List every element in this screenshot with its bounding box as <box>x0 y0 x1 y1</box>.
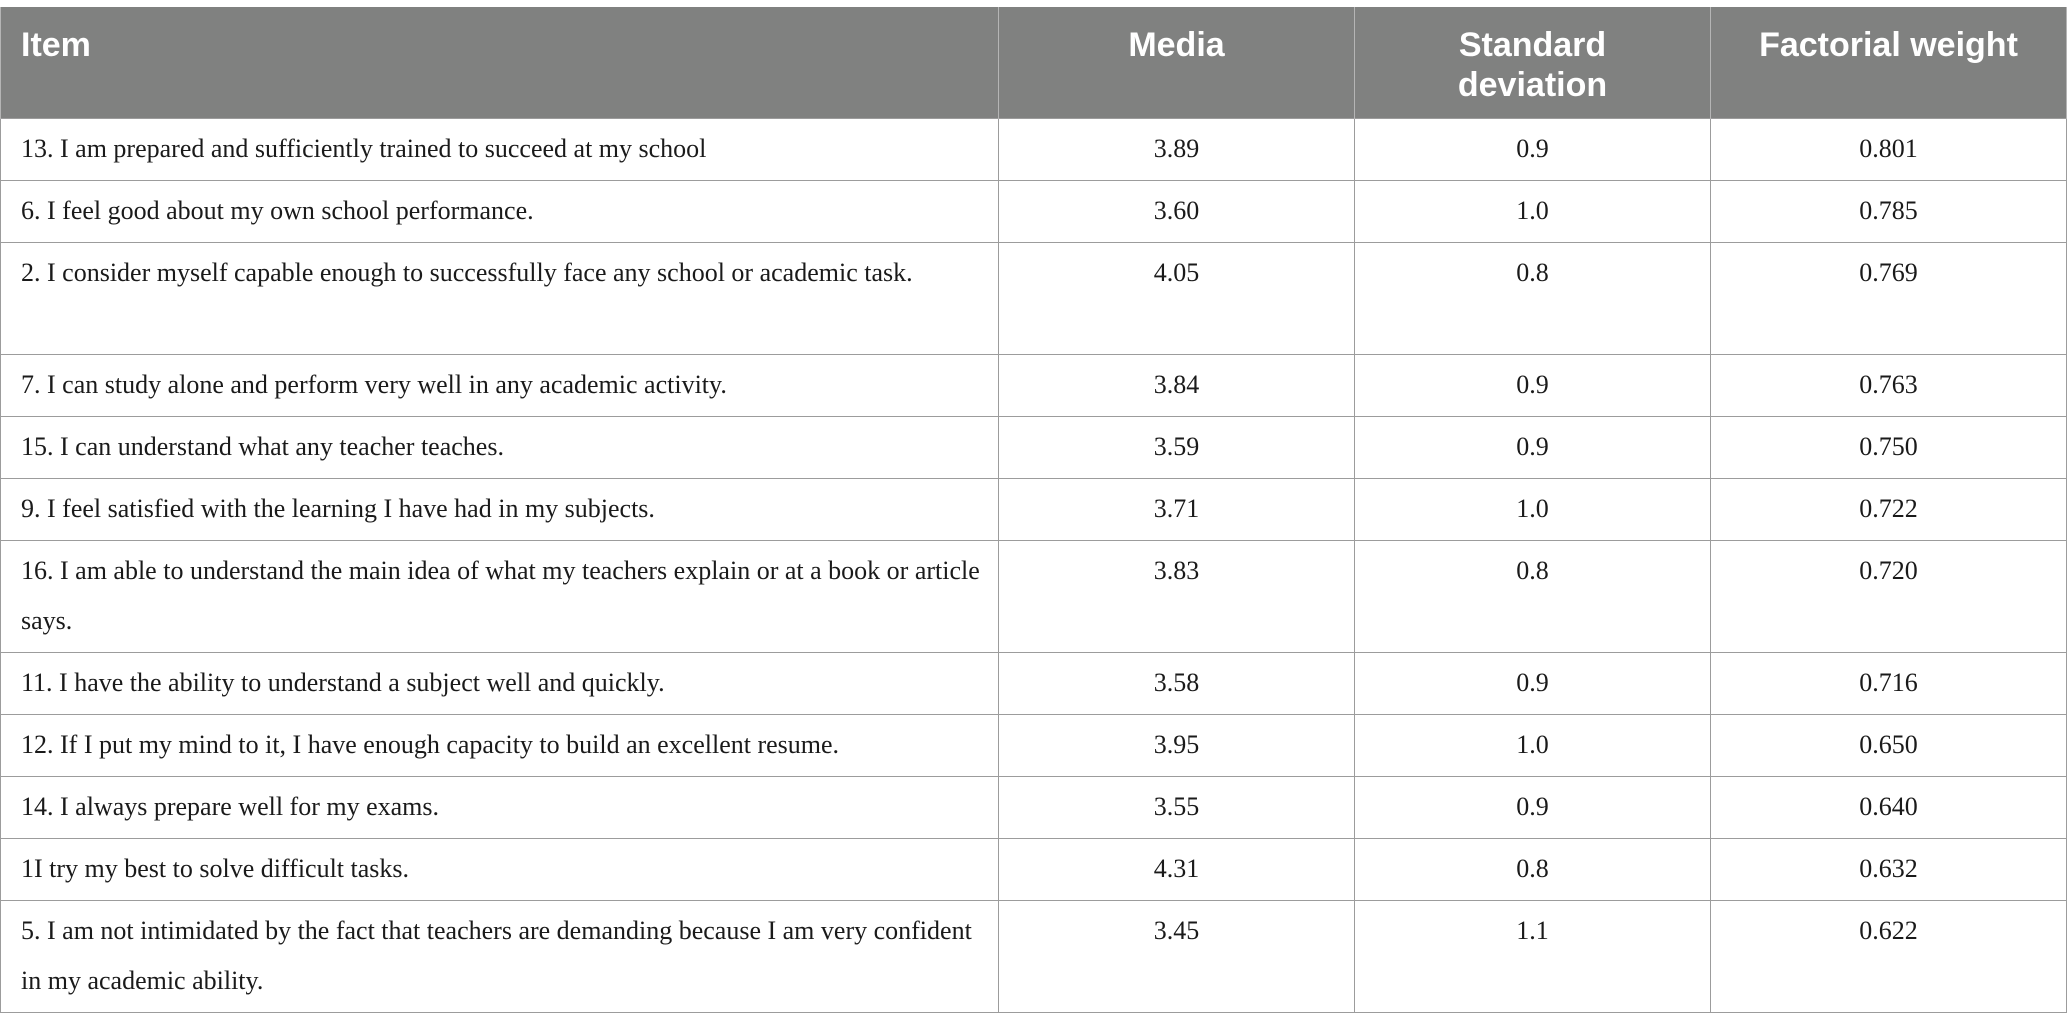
header-factorial-weight: Factorial weight <box>1711 7 2067 118</box>
table-row <box>1 652 2067 714</box>
cell-media: 4.31 <box>999 838 1355 900</box>
cell-fw: 0.640 <box>1711 776 2067 838</box>
table-row <box>1 118 2067 180</box>
table-row <box>1 354 2067 416</box>
cell-sd: 0.8 <box>1355 540 1711 652</box>
table-row <box>1 714 2067 776</box>
cell-media: 3.59 <box>999 416 1355 478</box>
cell-sd: 0.9 <box>1355 776 1711 838</box>
cell-media: 3.45 <box>999 900 1355 1012</box>
cell-fw: 0.622 <box>1711 900 2067 1012</box>
table-row <box>1 242 2067 354</box>
table-row <box>1 776 2067 838</box>
cell-item: 6. I feel good about my own school performance. <box>1 180 999 242</box>
cell-sd: 0.8 <box>1355 838 1711 900</box>
header-sd-line1: Standard <box>1458 26 1607 64</box>
cell-sd: 0.9 <box>1355 354 1711 416</box>
header-standard-deviation <box>1355 7 1711 118</box>
header-row <box>1 7 2067 118</box>
cell-item: 13. I am prepared and sufficiently trained to succeed at my school <box>1 118 999 180</box>
cell-item: 9. I feel satisfied with the learning I have had in my subjects. <box>1 478 999 540</box>
cell-sd: 1.0 <box>1355 714 1711 776</box>
cell-item: 12. If I put my mind to it, I have enough capacity to build an excellent resume. <box>1 714 999 776</box>
cell-media: 3.60 <box>999 180 1355 242</box>
table-row <box>1 416 2067 478</box>
cell-item: 15. I can understand what any teacher teaches. <box>1 416 999 478</box>
cell-item: 2. I consider myself capable enough to successfully face any school or academic task. <box>1 242 999 354</box>
table-row <box>1 900 2067 1012</box>
cell-media: 3.58 <box>999 652 1355 714</box>
cell-media: 3.55 <box>999 776 1355 838</box>
cell-item: 14. I always prepare well for my exams. <box>1 776 999 838</box>
cell-sd: 0.9 <box>1355 118 1711 180</box>
cell-media: 3.89 <box>999 118 1355 180</box>
data-table-container <box>0 7 2066 1013</box>
cell-media: 3.83 <box>999 540 1355 652</box>
cell-fw: 0.750 <box>1711 416 2067 478</box>
cell-sd: 0.9 <box>1355 416 1711 478</box>
cell-fw: 0.763 <box>1711 354 2067 416</box>
cell-fw: 0.801 <box>1711 118 2067 180</box>
cell-sd: 1.0 <box>1355 478 1711 540</box>
table-body <box>1 118 2067 1012</box>
cell-item: 16. I am able to understand the main idea of what my teachers explain or at a book or article says. <box>1 540 999 652</box>
header-media: Media <box>999 7 1355 118</box>
factorial-weight-table <box>0 7 2067 1013</box>
table-row <box>1 478 2067 540</box>
cell-fw: 0.650 <box>1711 714 2067 776</box>
cell-media: 3.95 <box>999 714 1355 776</box>
cell-sd: 0.9 <box>1355 652 1711 714</box>
cell-fw: 0.722 <box>1711 478 2067 540</box>
cell-item: 7. I can study alone and perform very well in any academic activity. <box>1 354 999 416</box>
table-header <box>1 7 2067 118</box>
header-item: Item <box>1 7 999 118</box>
cell-fw: 0.785 <box>1711 180 2067 242</box>
cell-sd: 1.1 <box>1355 900 1711 1012</box>
cell-sd: 1.0 <box>1355 180 1711 242</box>
cell-media: 4.05 <box>999 242 1355 354</box>
cell-fw: 0.632 <box>1711 838 2067 900</box>
cell-item: 1I try my best to solve difficult tasks. <box>1 838 999 900</box>
cell-fw: 0.720 <box>1711 540 2067 652</box>
cell-sd: 0.8 <box>1355 242 1711 354</box>
cell-media: 3.84 <box>999 354 1355 416</box>
cell-fw: 0.769 <box>1711 242 2067 354</box>
header-sd-line2: deviation <box>1457 66 1608 104</box>
table-row <box>1 838 2067 900</box>
cell-media: 3.71 <box>999 478 1355 540</box>
cell-item: 5. I am not intimidated by the fact that teachers are demanding because I am very confident in my academic ability. <box>1 900 999 1012</box>
table-row <box>1 180 2067 242</box>
cell-item: 11. I have the ability to understand a subject well and quickly. <box>1 652 999 714</box>
table-row <box>1 540 2067 652</box>
cell-fw: 0.716 <box>1711 652 2067 714</box>
